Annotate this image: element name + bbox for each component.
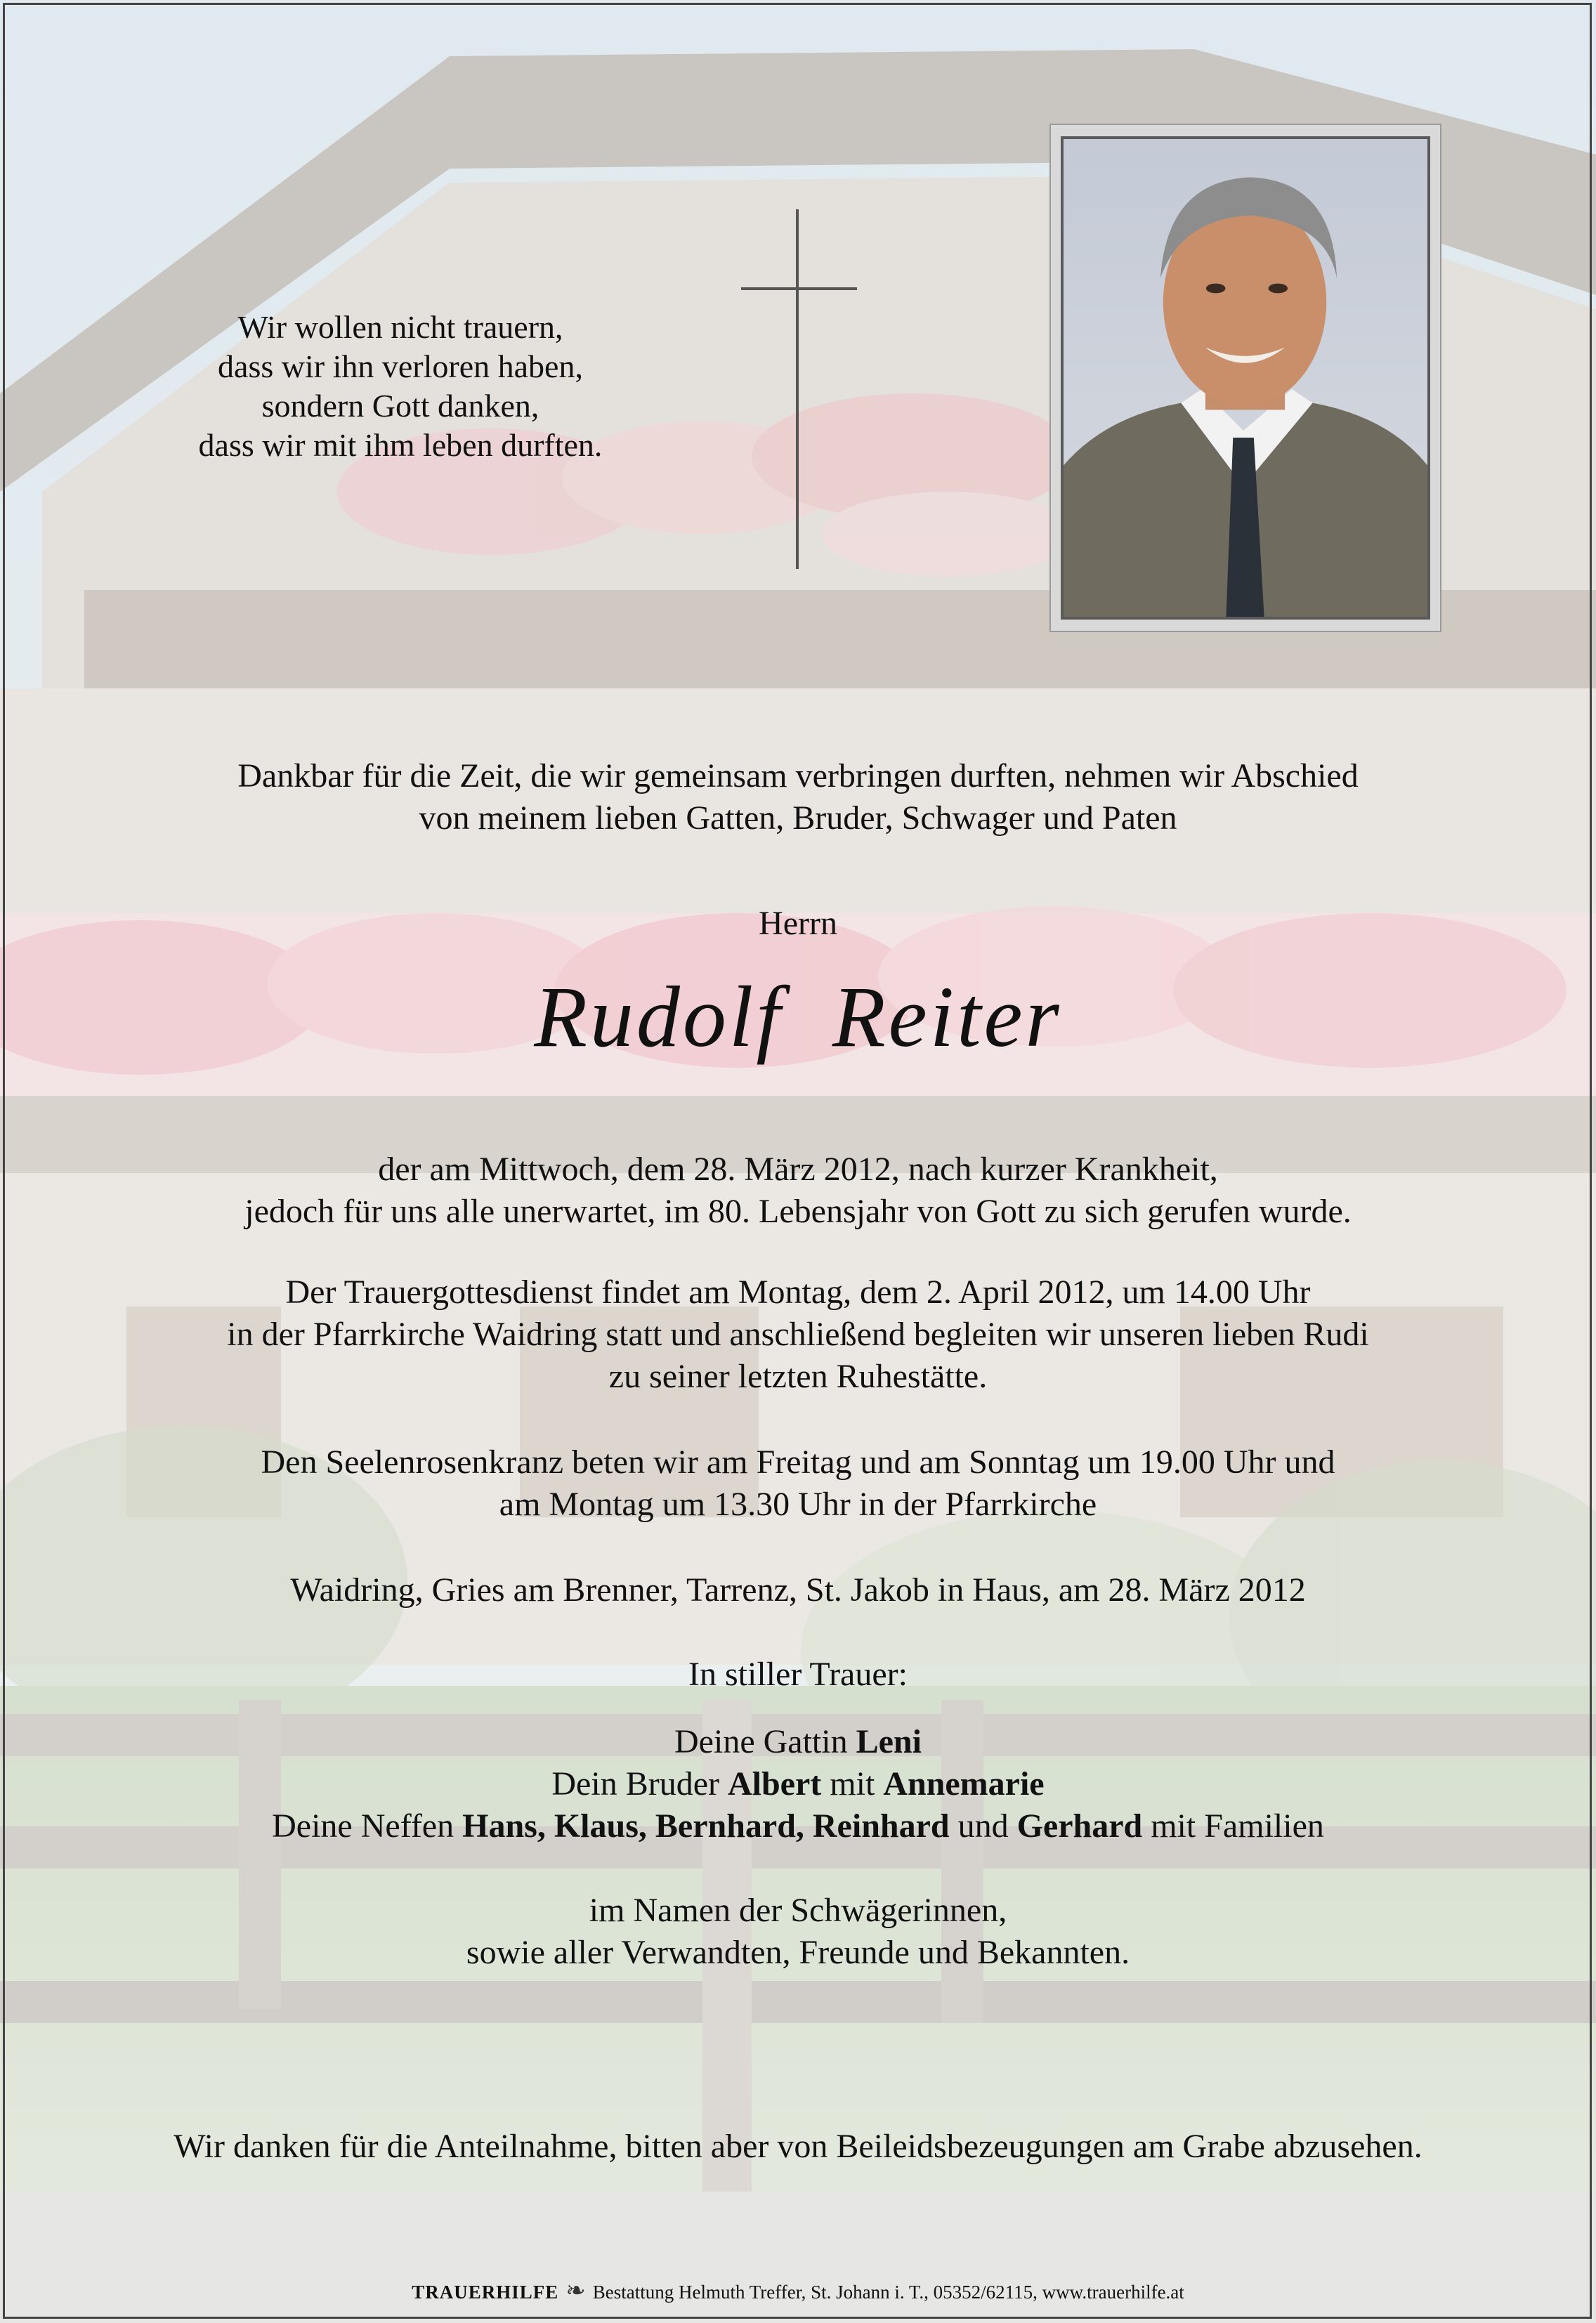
mourners-list: [0, 1721, 1596, 1847]
place-and-date: Waidring, Gries am Brenner, Tarrenz, St. Jakob in Haus, am 28. März 2012: [290, 1571, 1306, 1609]
flourish-icon: ❧: [565, 2278, 586, 2304]
mourner-name: Hans, Klaus, Bernhard, Reinhard: [462, 1807, 950, 1845]
mourner-name: Annemarie: [883, 1765, 1045, 1802]
death-notice: [0, 1149, 1596, 1233]
memorial-poem: [126, 308, 674, 465]
thanks-text: Wir danken für die Anteilnahme, bitten aber von Beileidsbezeugungen am Grabe abzusehen.: [174, 2128, 1422, 2165]
mourner-name: Albert: [727, 1765, 822, 1802]
poem-line: dass wir ihn verloren haben,: [218, 348, 583, 384]
service-line: Der Trauergottesdienst findet am Montag, dem 2. April 2012, um 14.00 Uhr: [285, 1274, 1311, 1311]
funeral-service-text: [0, 1271, 1596, 1398]
footer: [0, 2279, 1596, 2304]
intro-text: [0, 755, 1596, 839]
death-notice-line: jedoch für uns alle unerwartet, im 80. Lebensjahr von Gott zu sich gerufen wurde.: [244, 1193, 1352, 1230]
mourner-line-spouse: Deine Gattin Leni: [674, 1723, 922, 1760]
relatives-line: im Namen der Schwägerinnen,: [589, 1892, 1007, 1929]
poem-line: Wir wollen nicht trauern,: [237, 309, 563, 345]
mourning-heading: In stiller Trauer:: [688, 1656, 908, 1693]
portrait-photo: [1061, 136, 1430, 620]
rosary-text: [0, 1441, 1596, 1526]
footer-brand: TRAUERHILFE: [412, 2282, 559, 2303]
poem-line: sondern Gott danken,: [261, 388, 539, 424]
rosary-line: am Montag um 13.30 Uhr in der Pfarrkirche: [499, 1486, 1097, 1523]
portrait-frame: [1049, 124, 1441, 632]
mourner-name: Leni: [856, 1723, 922, 1760]
intro-line: von meinem lieben Gatten, Bruder, Schwager und Paten: [419, 799, 1177, 837]
intro-line: Dankbar für die Zeit, die wir gemeinsam verbringen durften, nehmen wir Abschied: [237, 757, 1359, 794]
mourner-line-brother: Dein Bruder Albert mit Annemarie: [551, 1765, 1045, 1802]
footer-text: Bestattung Helmuth Treffer, St. Johann i. T., 05352/62115, www.trauerhilfe.at: [592, 2282, 1184, 2303]
mourner-line-nephews: Deine Neffen Hans, Klaus, Bernhard, Reinhard und Gerhard mit Familien: [272, 1807, 1324, 1845]
salutation: Herrn: [759, 905, 837, 942]
deceased-name: Rudolf Reiter: [534, 969, 1062, 1065]
mourner-name: Gerhard: [1016, 1807, 1143, 1845]
relatives-text: [0, 1890, 1596, 1974]
poem-line: dass wir mit ihm leben durften.: [198, 427, 603, 463]
rosary-line: Den Seelenrosenkranz beten wir am Freitag und am Sonntag um 19.00 Uhr und: [261, 1444, 1335, 1481]
death-notice-line: der am Mittwoch, dem 28. März 2012, nach kurzer Krankheit,: [378, 1151, 1218, 1188]
relatives-line: sowie aller Verwandten, Freunde und Bekannten.: [466, 1934, 1130, 1971]
service-line: in der Pfarrkirche Waidring statt und anschließend begleiten wir unseren lieben Rudi: [227, 1316, 1369, 1353]
service-line: zu seiner letzten Ruhestätte.: [608, 1358, 988, 1395]
